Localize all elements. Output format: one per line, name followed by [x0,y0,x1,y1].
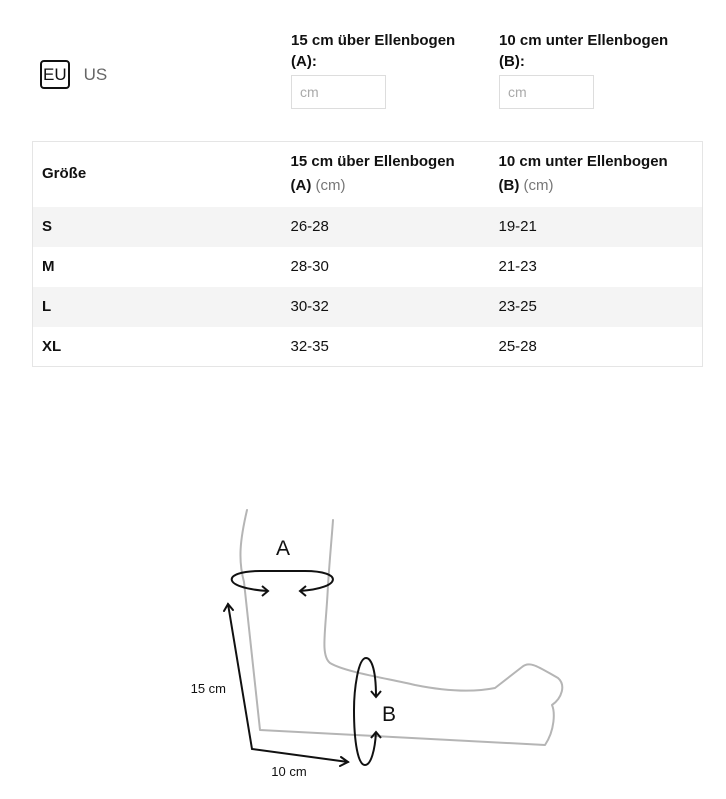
size-table [32,141,703,367]
label-15cm: 15 cm [190,681,226,696]
field-b-label: 10 cm unter Ellenbogen (B): [499,32,669,70]
measure-a-cell: 30-32 [290,298,329,315]
measure-b-cell: 23-25 [498,298,537,315]
size-cell: L [42,298,52,315]
field-a-label: 15 cm über Ellenbogen (A): [291,32,456,70]
calculator-field-b [499,30,699,109]
measure-b-cell: 21-23 [498,258,537,275]
unit-option-us[interactable]: US [83,65,108,84]
label-b: B [381,703,397,726]
unit-toggle [40,60,107,89]
size-cell: S [42,218,53,235]
size-cell: XL [42,337,62,355]
arm-measurement-diagram [0,500,726,799]
measure-a-cell: 28-30 [290,258,329,275]
unit-option-eu[interactable]: EU [40,60,70,89]
dimension-lines [224,604,348,766]
table-header-row [33,142,703,207]
unit-hint: (cm) [523,177,554,195]
measure-b-cell: 25-28 [498,337,537,355]
measure-a-indicator [232,571,333,596]
label-a: A [275,537,291,560]
header-col-b: 10 cm unter Ellenbogen (B) (cm) [498,153,668,195]
size-cell: M [42,258,55,275]
table-row [33,207,703,247]
header-size: Größe [42,165,87,183]
label-10cm: 10 cm [271,764,307,779]
measure-a-cell: 32-35 [290,337,329,355]
calculator-field-a [291,30,491,109]
table-row [33,287,703,327]
table-row [33,327,703,367]
table-row [33,247,703,287]
measure-b-cell: 19-21 [498,218,537,235]
unit-hint: (cm) [315,177,346,195]
header-col-a: 15 cm über Ellenbogen (A) (cm) [290,153,455,195]
field-a-input[interactable] [291,75,386,109]
measure-a-cell: 26-28 [290,218,329,235]
field-b-input[interactable] [499,75,594,109]
